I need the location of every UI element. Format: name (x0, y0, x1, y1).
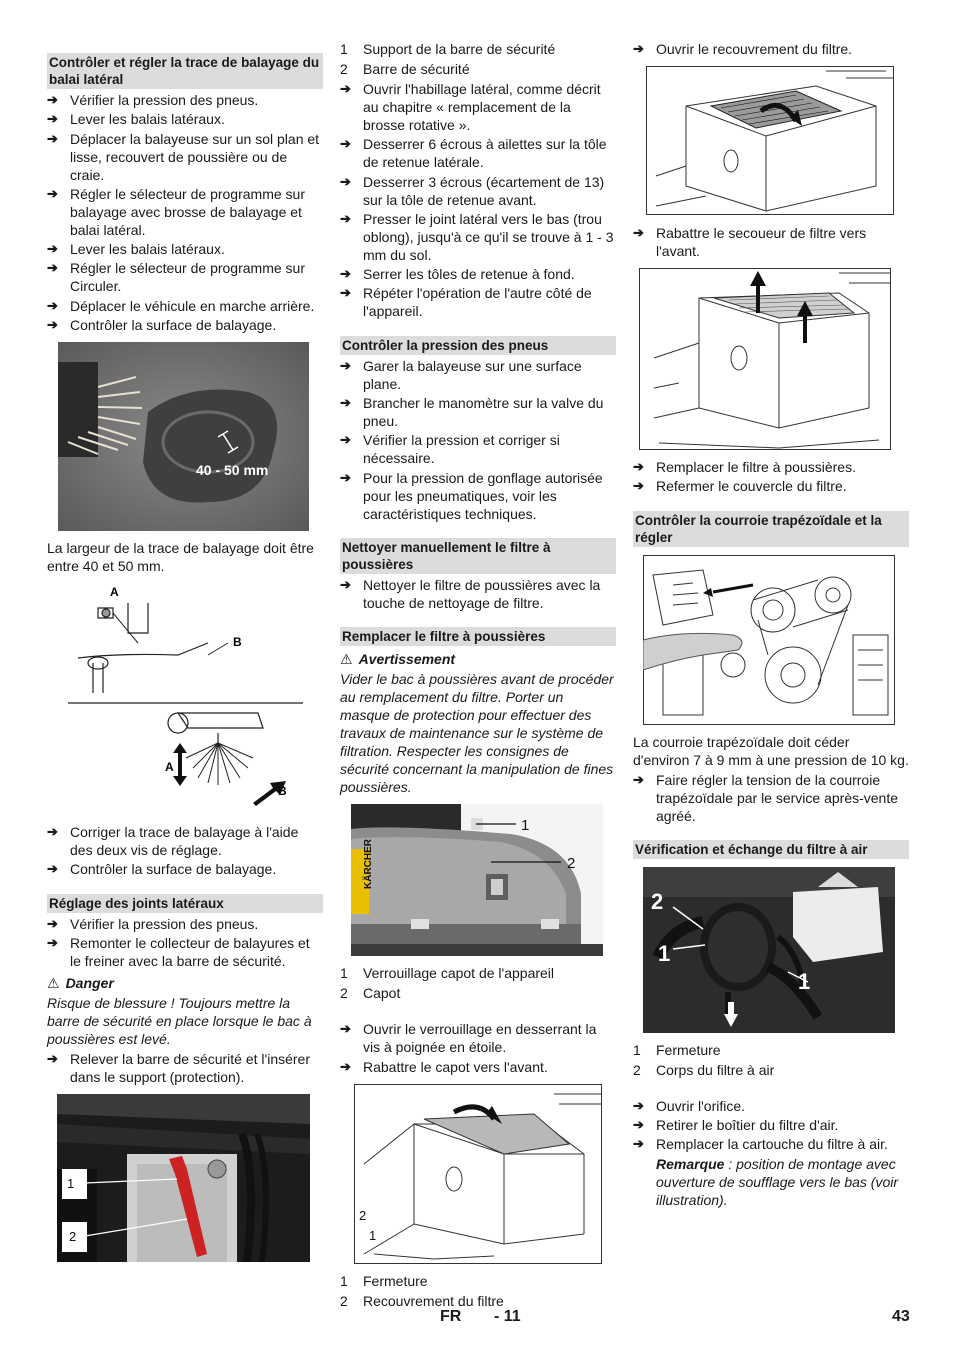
sweep-trace-photo (58, 342, 309, 531)
list-item: ➔ Remplacer le filtre à poussières. (633, 458, 909, 476)
section-heading-tire-pressure: Contrôler la pression des pneus (340, 336, 616, 355)
list-item: ➔ Régler le sélecteur de programme sur Circuler. (47, 259, 323, 295)
label-2: 2 (651, 888, 664, 914)
paragraph: La courroie trapézoïdale doit céder d'environ 7 à 9 mm à une pression de 10 kg. (633, 733, 909, 768)
list-item: ➔ Rabattre le secoueur de filtre vers l'avant. (633, 224, 909, 260)
list-item: ➔ Faire régler la tension de la courroie trapézoïdale par le service après-vente agréé. (633, 771, 909, 825)
list-item: ➔ Nettoyer le filtre de poussières avec la touche de nettoyage de filtre. (340, 576, 616, 612)
list-item: ➔ Contrôler la surface de balayage. (47, 316, 323, 334)
list-item: ➔ Ouvrir l'habillage latéral, comme décrit au chapitre « remplacement de la brosse rotative ». (340, 80, 616, 134)
list-item: ➔ Presser le joint latéral vers le bas (trou oblong), jusqu'à ce qu'il se trouve à 1 - 3 mm du sol. (340, 210, 616, 264)
legend-item: 1 Verrouillage capot de l'appareil (340, 965, 555, 982)
list-item: ➔ Contrôler la surface de balayage. (47, 860, 323, 878)
legend-item: 2 Recouvrement du filtre (340, 1292, 504, 1309)
filter-cover-drawing (354, 1084, 602, 1264)
list-item: ➔ Brancher le manomètre sur la valve du pneu. (340, 394, 616, 430)
legend-item: 2 Corps du filtre à air (633, 1061, 775, 1078)
legend-item: 1 Fermeture (340, 1272, 428, 1289)
column-3 (633, 40, 909, 1209)
danger-text: Risque de blessure ! Toujours mettre la barre de sécurité en place lorsque le bac à poussières est levé. (47, 994, 312, 1047)
air-filter-photo (643, 867, 895, 1033)
warning-triangle-icon: ⚠ (47, 974, 60, 991)
list-item: ➔ Desserrer 6 écrous à ailettes sur la tôle de retenue latérale. (340, 135, 616, 171)
label-2: 2 (69, 1228, 77, 1244)
footer-language: FR (440, 1308, 462, 1325)
list-item: ➔ Retirer le boîtier du filtre d'air. (633, 1116, 909, 1134)
list-item: ➔ Refermer le couvercle du filtre. (633, 477, 909, 495)
list-item: ➔ Régler le sélecteur de programme sur balayage avec brosse de balayage et balai latéral. (47, 185, 323, 239)
label-b-top: B (233, 635, 242, 650)
paragraph: La largeur de la trace de balayage doit être entre 40 et 50 mm. (47, 540, 314, 575)
label-1-right: 1 (798, 968, 811, 994)
list-item: ➔ Rabattre le capot vers l'avant. (340, 1058, 616, 1076)
section-heading-sweep-trace: Contrôler et régler la trace de balayage du balai latéral (47, 53, 323, 89)
list-item: ➔ Vérifier la pression et corriger si nécessaire. (340, 431, 616, 467)
label-a-top: A (110, 585, 119, 600)
legend-item: 2 Capot (340, 985, 401, 1002)
section-heading-clean-filter: Nettoyer manuellement le filtre à poussières (340, 538, 616, 574)
section-heading-side-seals: Réglage des joints latéraux (47, 894, 323, 913)
list-item: ➔ Desserrer 3 écrous (écartement de 13) sur la tôle de retenue avant. (340, 173, 616, 209)
list-item: ➔ Relever la barre de sécurité et l'insérer dans le support (protection). (47, 1050, 323, 1086)
label-b-bottom: B (278, 784, 287, 799)
section-heading-v-belt: Contrôler la courroie trapézoïdale et la régler (633, 511, 909, 547)
list-item: ➔ Lever les balais latéraux. (47, 240, 323, 258)
section-heading-replace-filter: Remplacer le filtre à poussières (340, 627, 616, 646)
section-heading-air-filter: Vérification et échange du filtre à air (633, 840, 909, 859)
filter-open-drawing (646, 66, 894, 216)
label-2: 2 (567, 855, 576, 873)
list-item: ➔ Corriger la trace de balayage à l'aide des deux vis de réglage. (47, 823, 323, 859)
hood-photo (351, 804, 603, 956)
list-item: ➔ Répéter l'opération de l'autre côté de l'appareil. (340, 284, 616, 320)
adjustment-diagram (58, 583, 309, 815)
label-1: 1 (521, 817, 530, 835)
label-1-left: 1 (658, 940, 671, 966)
v-belt-drawing (643, 555, 895, 725)
list-item: ➔ Pour la pression de gonflage autorisée pour les pneumatiques, voir les caractéristiques techniques. (340, 469, 616, 523)
warning-heading: ⚠ Avertissement (340, 651, 456, 668)
list-item: ➔ Ouvrir l'orifice. (633, 1097, 909, 1115)
column-1 (47, 53, 323, 1270)
list-item: ➔ Vérifier la pression des pneus. (47, 91, 323, 109)
note: Remarque : position de montage avec ouverture de soufflage vers le bas (voir illustration). (656, 1155, 899, 1208)
label-1: 1 (67, 1175, 75, 1191)
legend-item: 2 Barre de sécurité (340, 61, 470, 77)
warning-text: Vider le bac à poussières avant de procéder au remplacement du filtre. Porter un masque de protection pour effectuer des travaux de maintenance sur le système de filtration. Respecter les consignes de sécurité concernant la manipulation de fines poussières. (340, 671, 614, 796)
list-item: ➔ Vérifier la pression des pneus. (47, 915, 323, 933)
label-a-bottom: A (165, 760, 174, 775)
label-1: 1 (369, 1227, 377, 1243)
warning-triangle-icon: ⚠ (340, 651, 353, 668)
legend-item: 1 Support de la barre de sécurité (340, 41, 556, 57)
danger-heading: ⚠ Danger (47, 974, 114, 991)
list-item: ➔ Ouvrir le recouvrement du filtre. (633, 40, 909, 58)
safety-bar-photo (57, 1094, 310, 1262)
karcher-logo: KÄRCHER (363, 839, 374, 890)
list-item: ➔ Déplacer le véhicule en marche arrière. (47, 297, 323, 315)
list-item: ➔ Ouvrir le verrouillage en desserrant la vis à poignée en étoile. (340, 1020, 616, 1056)
label-2: 2 (359, 1207, 367, 1223)
list-item: ➔ Serrer les tôles de retenue à fond. (340, 265, 616, 283)
list-item: ➔ Lever les balais latéraux. (47, 110, 323, 128)
filter-shaker-drawing (639, 268, 891, 450)
list-item: ➔ Garer la balayeuse sur une surface plane. (340, 357, 616, 393)
list-item: ➔ Déplacer la balayeuse sur un sol plan et lisse, recouvert de poussière ou de craie. (47, 130, 323, 184)
column-2 (340, 40, 616, 1312)
page-number: 43 (892, 1308, 910, 1325)
legend-item: 1 Fermeture (633, 1041, 721, 1058)
footer-section: - 11 (494, 1308, 521, 1325)
list-item: ➔ Remonter le collecteur de balayures et le freiner avec la barre de sécurité. (47, 934, 323, 970)
trace-width-label: 40 - 50 mm (196, 462, 269, 479)
list-item: ➔ Remplacer la cartouche du filtre à air. (633, 1135, 909, 1153)
